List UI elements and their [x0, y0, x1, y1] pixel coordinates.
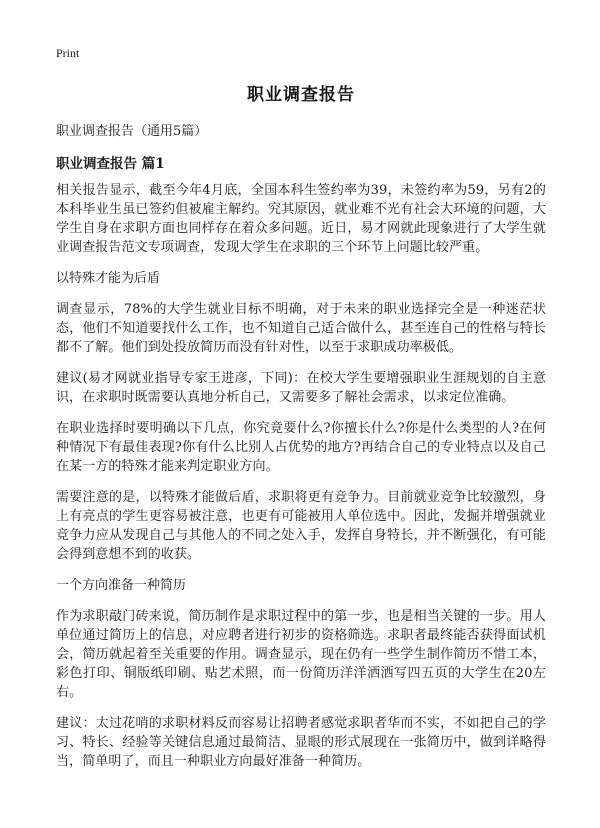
paragraph-advice-planning: 建议(易才网就业指导专家王进彦，下同)：在校大学生要增强职业生涯规划的自主意识，在求职时既需要认真地分析自己，又需要多了解社会需求，以求定位准确。 [56, 371, 546, 405]
subheading-one-resume: 一个方向准备一种简历 [56, 578, 187, 593]
paragraph-resume-importance: 作为求职敲门砖来说，简历制作是求职过程中的第一步，也是相当关键的一步。用人单位通过简历上的信息，对应聘者进行初步的资格筛选。求职者最终能否获得面试机会，简历就起着至关重要的作用。调查显示，现在仍有一些学生制作简历不惜工本，彩色打印、铜版纸印刷、贴艺术照，而一份简历洋洋洒洒写四五页的大学生在20左右。 [56, 609, 546, 700]
print-label[interactable]: Print [56, 46, 80, 60]
paragraph-intro: 相关报告显示，截至今年4月底，全国本科生签约率为39，未签约率为59，另有2的本科毕业生虽已签约但被雇主解约。究其原因，就业难不光有社会大环境的问题，大学生自身在求职方面也同样存在着众多问题。近日，易才网就此现象进行了大学生就业调查报告范文专项调查，发现大学生在求职的三个环节上问题比较严重。 [56, 183, 546, 255]
document-title: 职业调查报告 [247, 85, 355, 105]
paragraph-career-questions: 在职业选择时要明确以下几点，你究竟要什么?你擅长什么?你是什么类型的人?在何种情况下有最佳表现?你有什么比别人占优势的地方?再结合自己的专业特点以及自己在某一方的特殊才能来判定职业方向。 [56, 421, 546, 474]
subheading-special-talent: 以特殊才能为后盾 [56, 271, 161, 286]
section-heading: 职业调查报告 篇1 [56, 156, 165, 172]
paragraph-competitiveness: 需要注意的是，以特殊才能做后盾，求职将更有竞争力。目前就业竞争比较激烈，身上有亮点的学生更容易被注意，也更有可能被用人单位选中。因此，发掘并增强就业竞争力应从发现自己与其他人的不同之处入手，发挥自身特长，并不断强化，有可能会得到意想不到的收获。 [56, 490, 546, 562]
paragraph-resume-advice: 建议：太过花哨的求职材料反而容易让招聘者感觉求职者华而不实，不如把自己的学习、特长、经验等关键信息通过最简洁、显眼的形式展现在一张简历中，做到详略得当，简单明了，而且一种职业方向最好准备一种简历。 [56, 716, 546, 769]
document-body [56, 181, 546, 783]
paragraph-survey-goals: 调查显示，78%的大学生就业目标不明确，对于未来的职业选择完全是一种迷茫状态，他们不知道要找什么工作，也不知道自己适合做什么，甚至连自己的性格与特长都不了解。他们到处投放简历而没有针对性，以至于求职成功率极低。 [56, 302, 546, 355]
document-subtitle: 职业调查报告（通用5篇） [56, 124, 208, 139]
